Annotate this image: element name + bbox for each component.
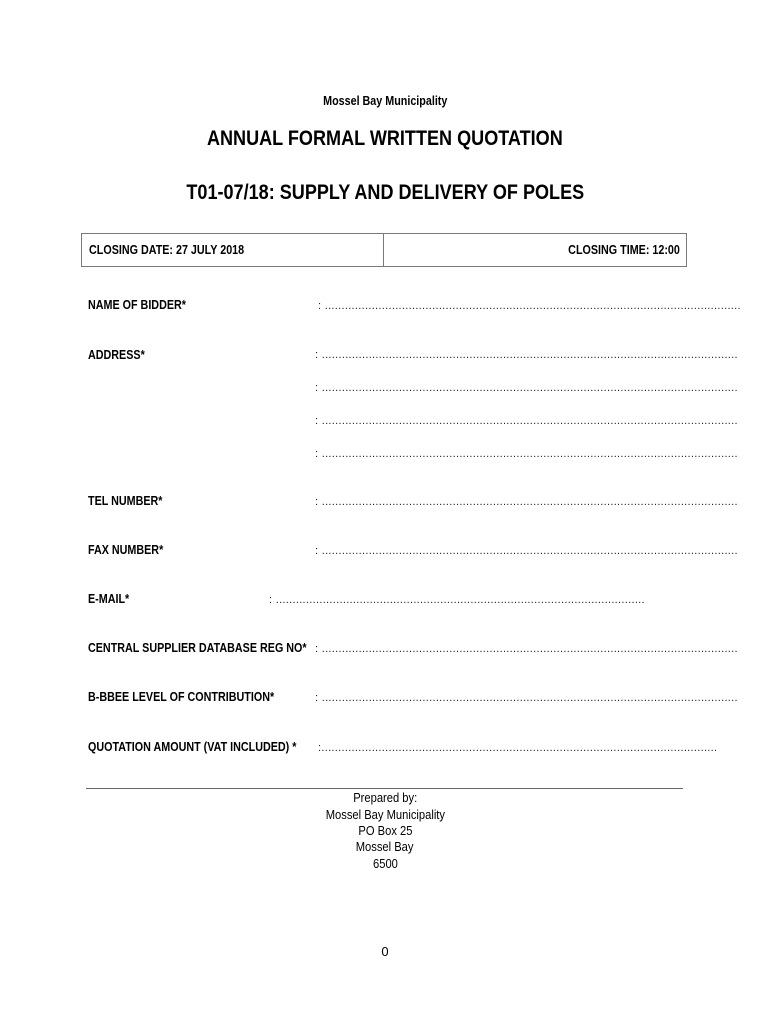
tel-line[interactable]: : ............................................................................................................................ [315, 496, 738, 508]
prepared-by-postal-code: 6500 [372, 856, 398, 871]
bidder-name-line[interactable]: : ............................................................................................................................ [318, 300, 741, 312]
tender-subtitle: T01-07/18: SUPPLY AND DELIVERY OF POLES [186, 181, 584, 204]
prepared-by-org: Mossel Bay Municipality [325, 807, 445, 822]
fax-label: FAX NUMBER* [88, 543, 164, 557]
divider-line [86, 788, 683, 789]
closing-info-table [81, 233, 687, 267]
address-line-3[interactable]: : ............................................................................................................................ [315, 415, 738, 427]
email-label: E-MAIL* [88, 592, 130, 606]
page-number: 0 [381, 944, 389, 959]
closing-time-cell: CLOSING TIME: 12:00 [568, 243, 680, 257]
bbbee-label: B-BBEE LEVEL OF CONTRIBUTION* [88, 690, 275, 704]
prepared-by-heading: Prepared by: [352, 790, 418, 805]
closing-date-cell: CLOSING DATE: 27 JULY 2018 [82, 234, 384, 266]
csd-reg-line[interactable]: : ............................................................................................................................ [315, 643, 738, 655]
bbbee-line[interactable]: : ............................................................................................................................ [315, 692, 738, 704]
csd-reg-label: CENTRAL SUPPLIER DATABASE REG NO* [88, 641, 307, 655]
quotation-amount-label: QUOTATION AMOUNT (VAT INCLUDED) * [88, 740, 297, 754]
prepared-by-town: Mossel Bay [356, 839, 414, 854]
email-line[interactable]: : .............................................................................................................. [269, 594, 645, 606]
address-line-1[interactable]: : ............................................................................................................................ [315, 349, 738, 361]
address-line-2[interactable]: : ............................................................................................................................ [315, 382, 738, 394]
address-line-4[interactable]: : ............................................................................................................................ [315, 448, 738, 460]
quotation-amount-line[interactable]: :...................................................................................................................... [318, 742, 718, 754]
municipality-header: Mossel Bay Municipality [322, 94, 448, 108]
address-label: ADDRESS* [88, 348, 145, 362]
prepared-by-po-box: PO Box 25 [357, 823, 413, 838]
bidder-name-label: NAME OF BIDDER* [88, 298, 186, 312]
tel-label: TEL NUMBER* [88, 494, 163, 508]
fax-line[interactable]: : ............................................................................................................................ [315, 545, 738, 557]
document-title: ANNUAL FORMAL WRITTEN QUOTATION [207, 127, 563, 150]
